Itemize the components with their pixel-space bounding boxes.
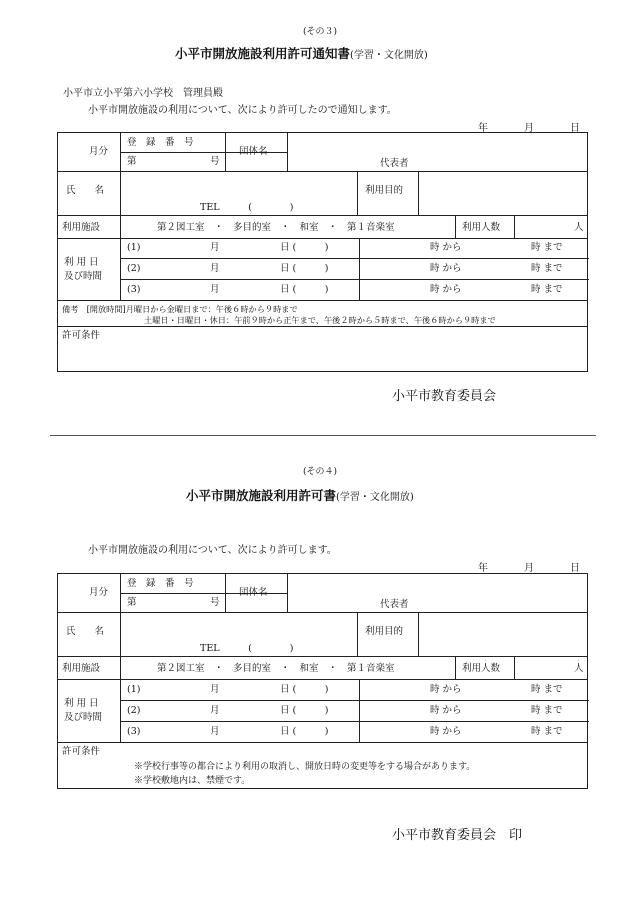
representative-label: 代表者 — [380, 158, 409, 169]
reg-no-suffix: 号 — [210, 156, 220, 167]
document-title: 小平市開放施設利用許可書(学習・文化開放) — [186, 488, 414, 503]
facility-label: 利用施設 — [62, 222, 101, 233]
conditions-label: 許可条件 — [62, 330, 101, 341]
name-label: 氏 名 — [66, 626, 105, 637]
datetime-label: 及び時間 — [64, 271, 103, 282]
people-unit: 人 — [574, 222, 584, 233]
datetime-label: 利 用 日 — [64, 257, 99, 268]
date-day: 日 — [570, 123, 580, 134]
condition-text: ※学校行事等の都合により利用の取消し、開放日時の変更等をする場合があります。 — [134, 762, 476, 772]
addressee: 小平市立小平第六小学校 管理員殿 — [63, 88, 223, 99]
issuer-with-seal: 小平市教育委員会 印 — [392, 828, 523, 843]
tel-field: TEL ( ) — [200, 643, 294, 654]
month-label: 月分 — [89, 587, 109, 598]
permit-form: 月分 登 録 番 号 第 号 団体名 代表者 氏 名 TEL ( ) 利用目的 利用施設 第２図工室 ・ 多目的室 ・ 和室 ・ 第１音楽室 利用人数 人 利 用 日 及び時間 (1) 月 日 ( ) 時 から 時 まで (2) 月 日 ( ) 時 から 時 まで (3) 月 日 ( ) 時 から 時 まで 備考 [開放時間]月曜日から金曜日まで：午後６時から９時まで 土曜日・日曜日・休日：午前９時から正午まで、午後２時から５時まで、午後６時から９時まで 許可条件 — [57, 132, 588, 372]
representative-label: 代表者 — [380, 599, 409, 610]
date-month: 月 — [524, 123, 534, 134]
date-day: 日 — [570, 563, 580, 574]
purpose-label: 利用目的 — [365, 185, 404, 196]
datetime-label: 及び時間 — [64, 712, 103, 723]
condition-text: ※学校敷地内は、禁煙です。 — [134, 776, 251, 786]
document-title: 小平市開放施設利用許可通知書(学習・文化開放) — [175, 46, 428, 61]
name-label: 氏 名 — [66, 185, 105, 196]
date-month: 月 — [524, 563, 534, 574]
reg-no-prefix: 第 — [127, 597, 137, 608]
people-label: 利用人数 — [462, 663, 501, 674]
issuer: 小平市教育委員会 — [392, 389, 497, 404]
cut-line — [50, 435, 596, 436]
people-label: 利用人数 — [462, 222, 501, 233]
group-name-label: 団体名 — [239, 146, 268, 157]
intro-text: 小平市開放施設の利用について、次により許可したので通知します。 — [88, 105, 397, 116]
facility-label: 利用施設 — [62, 663, 101, 674]
date-year: 年 — [478, 123, 488, 134]
reg-no-label: 登 録 番 号 — [127, 578, 194, 589]
reg-no-prefix: 第 — [127, 156, 137, 167]
conditions-label: 許可条件 — [62, 746, 101, 757]
purpose-label: 利用目的 — [365, 626, 404, 637]
group-name-label: 団体名 — [239, 587, 268, 598]
reg-no-suffix: 号 — [210, 597, 220, 608]
month-label: 月分 — [89, 146, 109, 157]
date-year: 年 — [478, 563, 488, 574]
intro-text: 小平市開放施設の利用について、次により許可します。 — [88, 545, 337, 556]
people-unit: 人 — [574, 663, 584, 674]
facility-options: 第２図工室 ・ 多目的室 ・ 和室 ・ 第１音楽室 — [157, 663, 395, 674]
note-line: 土曜日・日曜日・休日：午前９時から正午まで、午後２時から５時まで、午後６時から９時まで — [144, 315, 496, 325]
permit-form: 月分 登 録 番 号 第 号 団体名 代表者 氏 名 TEL ( ) 利用目的 利用施設 第２図工室 ・ 多目的室 ・ 和室 ・ 第１音楽室 利用人数 人 利 用 日 及び時間 (1) 月 日 ( ) 時 から 時 まで (2) 月 日 ( ) 時 から 時 まで (3) 月 日 ( ) 時 から 時 まで 許可条件 ※学校行事等の都合により利用の取消し、開放日時の変更等をする場合があります。 ※学校敷地内は、禁煙です。 — [57, 573, 588, 789]
section-label: (その４) — [303, 467, 338, 477]
datetime-label: 利 用 日 — [64, 698, 99, 709]
note-line: 備考 [開放時間]月曜日から金曜日まで：午後６時から９時まで — [62, 304, 298, 314]
section-label: (その３) — [303, 27, 338, 37]
reg-no-label: 登 録 番 号 — [127, 137, 194, 148]
facility-options: 第２図工室 ・ 多目的室 ・ 和室 ・ 第１音楽室 — [157, 222, 395, 233]
tel-field: TEL ( ) — [200, 202, 294, 213]
